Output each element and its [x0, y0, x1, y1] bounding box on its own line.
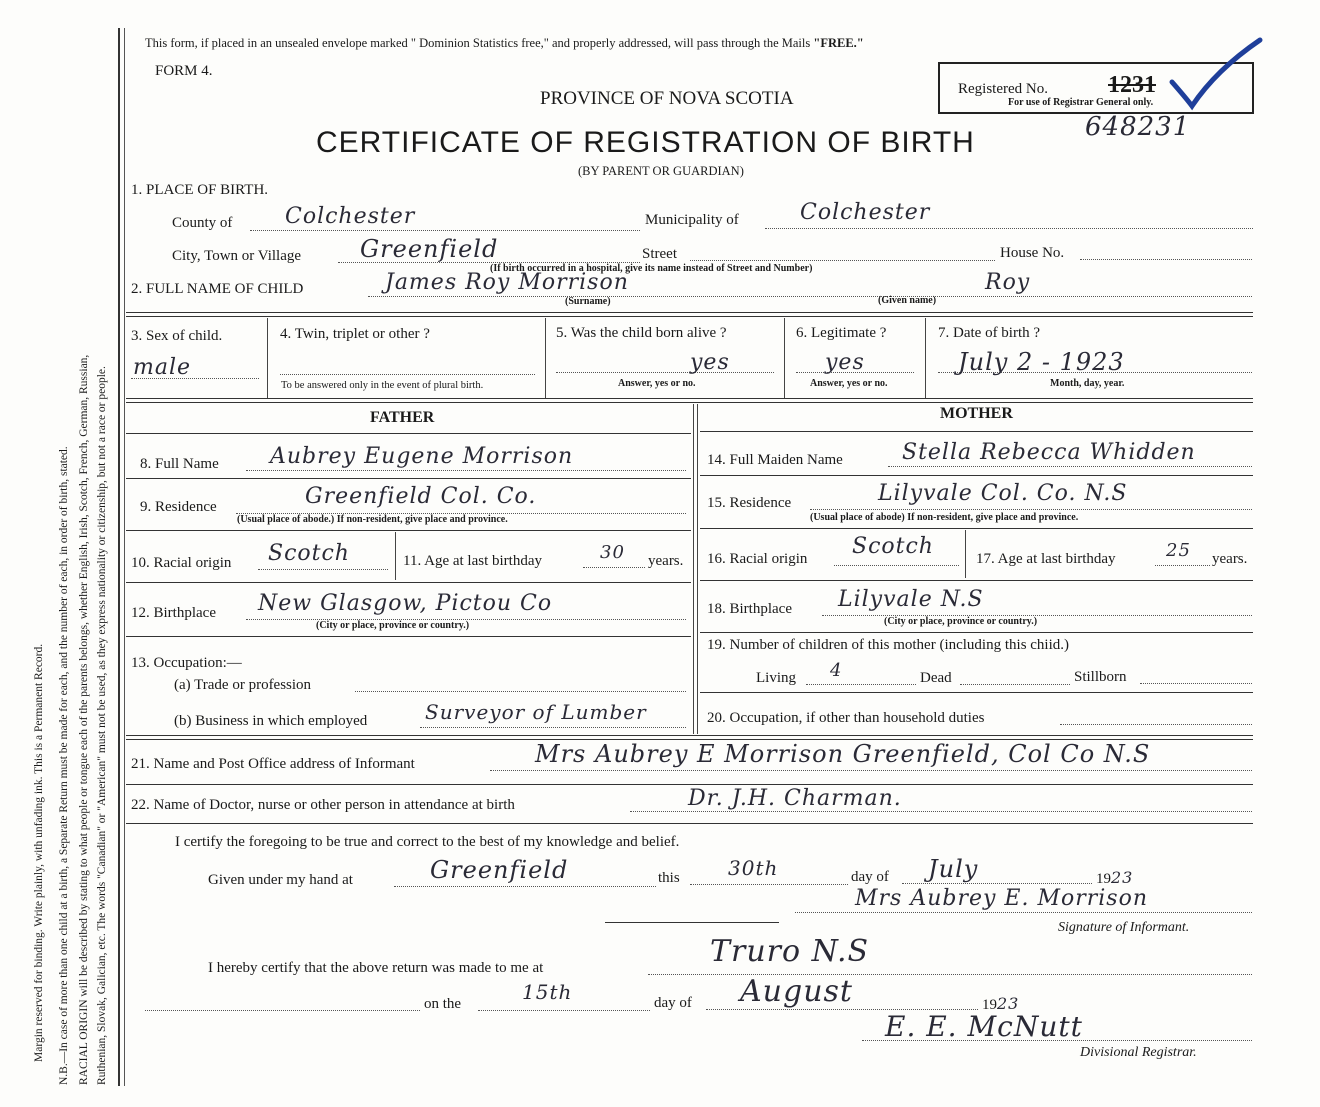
- father-age-label: 11. Age at last birthday: [403, 553, 542, 569]
- city-label: City, Town or Village: [172, 248, 302, 264]
- dob-label: 7. Date of birth ?: [938, 325, 1041, 341]
- dob-value: July 2 - 1923: [958, 348, 1125, 376]
- legitimate-note: Answer, yes or no.: [810, 378, 888, 389]
- certificate-subtitle: (BY PARENT OR GUARDIAN): [578, 164, 744, 178]
- father-birthplace: New Glasgow, Pictou Co: [258, 591, 553, 616]
- this-label: this: [658, 870, 680, 886]
- registrar-year-prefix: 19: [982, 997, 997, 1013]
- registered-note: For use of Registrar General only.: [1008, 97, 1154, 108]
- informant-label: 21. Name and Post Office address of Informant: [131, 756, 415, 772]
- father-birthplace-label: 12. Birthplace: [131, 605, 216, 621]
- father-race-label: 10. Racial origin: [131, 555, 232, 571]
- mother-birthplace-label: 18. Birthplace: [707, 601, 792, 617]
- sex-value: male: [133, 355, 192, 380]
- born-alive-value: yes: [690, 350, 730, 375]
- given-year-suffix: 23: [1111, 868, 1134, 887]
- father-residence-note: (Usual place of abode.) If non-resident, give place and province.: [237, 514, 508, 525]
- legitimate-label: 6. Legitimate ?: [796, 325, 887, 341]
- informant-signature-label: Signature of Informant.: [1058, 920, 1190, 935]
- mother-residence-label: 15. Residence: [707, 495, 792, 511]
- father-age: 30: [600, 542, 625, 563]
- registrar-statement: I hereby certify that the above return was made to me at: [208, 960, 544, 976]
- twin-note: To be answered only in the event of plural birth.: [281, 380, 484, 391]
- registrar-place: Truro N.S: [710, 934, 870, 969]
- dead-label: Dead: [920, 670, 952, 686]
- stillborn-label: Stillborn: [1074, 669, 1127, 685]
- mother-name-label: 14. Full Maiden Name: [707, 452, 843, 468]
- mail-notice: [145, 36, 864, 51]
- father-occupation-label: 13. Occupation:—: [131, 655, 242, 671]
- mother-birthplace: Lilyvale N.S: [838, 587, 984, 612]
- day-of-label: day of: [851, 869, 889, 885]
- surname-note: (Surname): [565, 296, 611, 307]
- born-alive-note: Answer, yes or no.: [618, 378, 696, 389]
- mail-free: "FREE.": [813, 36, 864, 50]
- attendant-value: Dr. J.H. Charman.: [688, 786, 902, 811]
- father-business-label: (b) Business in which employed: [174, 713, 368, 729]
- mother-years-label: years.: [1212, 551, 1248, 567]
- city-value: Greenfield: [360, 235, 499, 263]
- mother-race: Scotch: [852, 534, 934, 559]
- street-label: Street: [642, 246, 677, 262]
- registrar-day-of-label: day of: [654, 995, 692, 1011]
- father-residence-label: 9. Residence: [140, 499, 217, 515]
- given-year: [1096, 868, 1133, 888]
- dob-note: Month, day, year.: [1050, 378, 1125, 389]
- mother-residence: Lilyvale Col. Co. N.S: [878, 481, 1128, 506]
- child-full-name: James Roy Morrison: [385, 270, 629, 295]
- father-race: Scotch: [268, 541, 350, 566]
- sex-label: 3. Sex of child.: [131, 328, 223, 344]
- mother-race-label: 16. Racial origin: [707, 551, 808, 567]
- given-year-prefix: 19: [1096, 871, 1111, 887]
- living-label: Living: [756, 670, 796, 686]
- registered-label: Registered No.: [958, 81, 1048, 97]
- mail-notice-text: This form, if placed in an unsealed envelope marked " Dominion Statistics free," and properly addressed, will pass through the Mails: [145, 36, 811, 50]
- registered-number-handwritten: 648231: [1085, 112, 1191, 142]
- living-count: 4: [830, 660, 843, 681]
- given-day: 30th: [728, 856, 779, 880]
- margin-note-racial-1: RACIAL ORIGIN will be described by stating to what people or tongue each of the parents belongs, whether English, Irish, Scotch, French, German, Russian,: [78, 354, 90, 1085]
- informant-value: Mrs Aubrey E Morrison Greenfield, Col Co N.S: [535, 740, 1151, 768]
- given-name-note: (Given name): [878, 295, 937, 306]
- given-month: July: [928, 855, 979, 883]
- margin-note-nb: N.B.—In case of more than one child at a birth, a Separate Return must be made for each, and the number of each, in order of birth, stated.: [58, 446, 70, 1085]
- father-birthplace-note: (City or place, province or country.): [316, 620, 470, 631]
- registrar-day: 15th: [522, 980, 573, 1004]
- given-at-label: Given under my hand at: [208, 872, 353, 888]
- margin-note-racial-2: Ruthenian, Slovak, Galician, etc. The words "Canadian" or "American" must not be used, as they express nationality or citizenship, but not a race or people.: [96, 366, 108, 1085]
- cert-statement: I certify the foregoing to be true and correct to the best of my knowledge and belief.: [175, 834, 680, 850]
- mother-residence-note: (Usual place of abode) If non-resident, give place and province.: [810, 512, 1079, 523]
- registrar-year-suffix: 23: [997, 994, 1020, 1013]
- house-number-label: House No.: [1000, 245, 1065, 261]
- place-of-birth-title: 1. PLACE OF BIRTH.: [131, 182, 269, 198]
- mother-birthplace-note: (City or place, province or country.): [884, 616, 1038, 627]
- registered-box: [938, 62, 1254, 114]
- twin-label: 4. Twin, triplet or other ?: [280, 326, 430, 342]
- informant-signature: Mrs Aubrey E. Morrison: [855, 886, 1149, 911]
- registered-struck-number: 1231: [1108, 72, 1156, 98]
- checkmark-icon: [1168, 32, 1268, 112]
- mother-maiden-name: Stella Rebecca Whidden: [902, 440, 1196, 465]
- province-heading: PROVINCE OF NOVA SCOTIA: [540, 88, 794, 109]
- father-residence: Greenfield Col. Co.: [305, 484, 537, 509]
- county-label: County of: [172, 215, 233, 231]
- on-the-label: on the: [424, 996, 462, 1012]
- father-heading: FATHER: [370, 409, 435, 426]
- registrar-month: August: [740, 974, 853, 1009]
- legitimate-value: yes: [825, 350, 865, 375]
- mother-age-label: 17. Age at last birthday: [976, 551, 1116, 567]
- registrar-title: Divisional Registrar.: [1080, 1045, 1197, 1060]
- mother-heading: MOTHER: [940, 405, 1013, 422]
- father-years-label: years.: [648, 553, 684, 569]
- margin-note-binding: Margin reserved for binding. Write plainly, with unfading ink. This is a Permanent Record.: [33, 643, 45, 1062]
- father-trade-label: (a) Trade or profession: [174, 677, 312, 693]
- county-value: Colchester: [285, 204, 416, 229]
- father-name: Aubrey Eugene Morrison: [270, 444, 574, 469]
- registrar-signature: E. E. McNutt: [885, 1010, 1083, 1043]
- children-count-label: 19. Number of children of this mother (including this chiid.): [707, 637, 1070, 653]
- child-given-name: Roy: [985, 270, 1031, 295]
- margin-rule: [118, 28, 120, 1086]
- certificate-title: CERTIFICATE OF REGISTRATION OF BIRTH: [316, 126, 975, 159]
- margin-rule-inner: [124, 28, 125, 1086]
- hospital-note: (If birth occurred in a hospital, give its name instead of Street and Number): [490, 263, 813, 274]
- form-number: FORM 4.: [155, 63, 213, 79]
- born-alive-label: 5. Was the child born alive ?: [556, 325, 727, 341]
- mother-occupation-label: 20. Occupation, if other than household duties: [707, 710, 985, 726]
- child-name-label: 2. FULL NAME OF CHILD: [131, 281, 304, 297]
- municipality-value: Colchester: [800, 200, 931, 225]
- mother-age: 25: [1166, 540, 1191, 561]
- municipality-label: Municipality of: [645, 212, 739, 228]
- father-name-label: 8. Full Name: [140, 456, 219, 472]
- attendant-label: 22. Name of Doctor, nurse or other person in attendance at birth: [131, 797, 515, 813]
- given-at-place: Greenfield: [430, 856, 569, 884]
- father-business: Surveyor of Lumber: [425, 700, 647, 724]
